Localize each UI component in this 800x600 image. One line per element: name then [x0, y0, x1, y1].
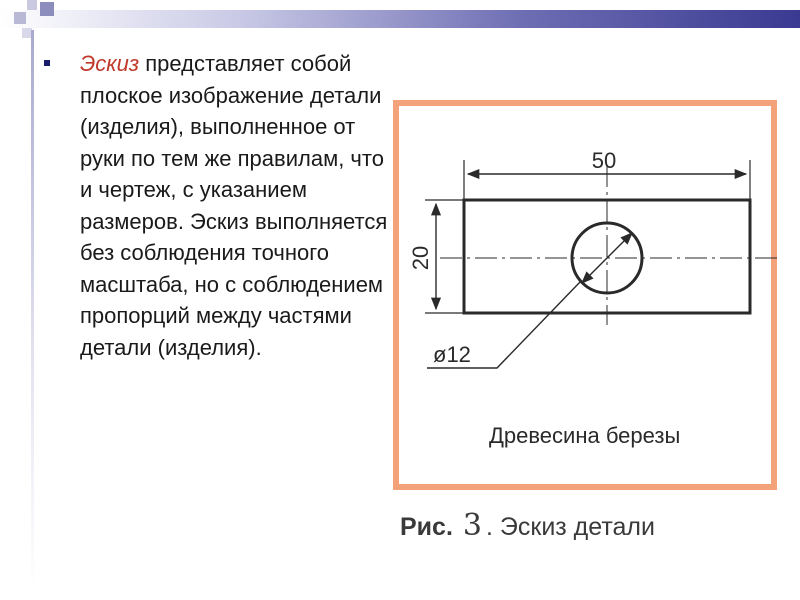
caption-number: 3: [462, 508, 482, 543]
caption-title: Эскиз детали: [499, 513, 655, 541]
definition-text: представляет собой плоское изображение детали (изделия), выполненное от руки по тем же правилам, что и чертеж, с указанием размеров. Эскиз выполняется без соблюдения точного масштаба, но с соблюдением пропорций между частями детали (изделия).: [80, 51, 388, 360]
caption-prefix: Рис.: [400, 513, 453, 541]
term-highlight: Эскиз: [80, 51, 140, 76]
caption-dot: .: [486, 513, 493, 541]
dimension-height-label: 20: [408, 245, 433, 271]
diameter-label: ø12: [433, 342, 471, 367]
figure-caption: [400, 508, 655, 543]
material-label: Древесина березы: [489, 423, 681, 448]
dimension-width-label: 50: [591, 148, 617, 173]
